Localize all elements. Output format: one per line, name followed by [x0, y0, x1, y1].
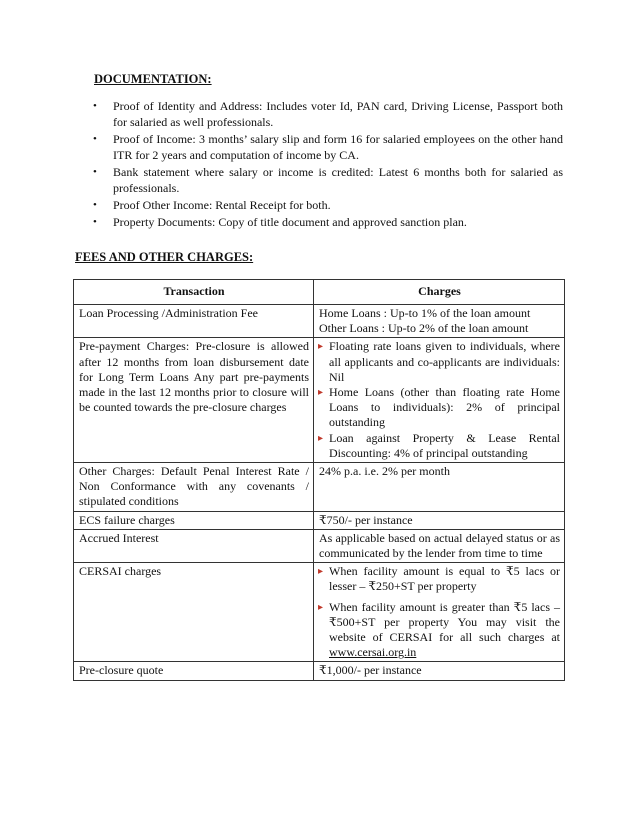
list-item-text: Proof of Identity and Address: Includes voter Id, PAN card, Driving License, Passport both for salaried as well professionals. [113, 99, 563, 129]
charge-line: Home Loans : Up-to 1% of the loan amount [319, 306, 531, 320]
cersai-link[interactable]: www.cersai.org.in [329, 645, 417, 660]
column-header-charges: Charges [314, 280, 565, 305]
charge-bullet: ▸ When facility amount is greater than ₹5 lacs – ₹500+ST per property You may visit the website of CERSAI for all such charges at www.cersai.org.in [318, 599, 560, 660]
bullet-icon: • [93, 216, 97, 228]
charges-cell [314, 305, 565, 338]
charge-bullet: ▸ Home Loans (other than floating rate Home Loans to individuals): 2% of principal outstanding [318, 385, 560, 430]
charge-line: Other Loans : Up-to 2% of the loan amount [319, 321, 529, 336]
table-row [74, 563, 565, 662]
bullet-icon: • [93, 100, 97, 112]
charge-bullet: ▸ When facility amount is equal to ₹5 lacs or lesser – ₹250+ST per property [318, 564, 560, 594]
transaction-cell: Loan Processing /Administration Fee [74, 305, 314, 338]
transaction-cell: Pre-payment Charges: Pre-closure is allowed after 12 months from loan disbursement date for Long Term Loans Any part pre-payments made in the last 12 months prior to closure will be counted towards the pre-closure charges [74, 338, 314, 463]
list-item [93, 98, 563, 130]
documentation-list [93, 98, 563, 231]
fees-table [73, 279, 565, 681]
table-row [74, 529, 565, 562]
charges-cell [314, 563, 565, 662]
table-row [74, 463, 565, 512]
list-item-text: Bank statement where salary or income is credited: Latest 6 months both for salaried as professionals. [113, 165, 563, 195]
fees-heading: FEES AND OTHER CHARGES: [75, 250, 254, 264]
table-row [74, 305, 565, 338]
bullet-icon: • [93, 133, 97, 145]
charges-cell: 24% p.a. i.e. 2% per month [314, 463, 565, 512]
documentation-heading: DOCUMENTATION: [94, 72, 212, 86]
transaction-cell: Pre-closure quote [74, 662, 314, 680]
bullet-icon: • [93, 166, 97, 178]
table-row [74, 662, 565, 680]
charge-bullet: ▸ Floating rate loans given to individuals, where all applicants and co-applicants are individuals: Nil [318, 339, 560, 384]
transaction-cell: Other Charges: Default Penal Interest Rate / Non Conformance with any covenants / stipulated conditions [74, 463, 314, 512]
arrow-bullet-icon: ▸ [318, 432, 324, 444]
bullet-icon: • [93, 199, 97, 211]
list-item [93, 164, 563, 196]
arrow-bullet-icon: ▸ [318, 566, 324, 578]
transaction-cell: ECS failure charges [74, 511, 314, 529]
table-row [74, 338, 565, 463]
arrow-bullet-icon: ▸ [318, 341, 324, 353]
list-item [93, 131, 563, 163]
charges-cell [314, 338, 565, 463]
list-item-text: Proof Other Income: Rental Receipt for both. [113, 198, 331, 212]
arrow-bullet-icon: ▸ [318, 601, 324, 613]
list-item [93, 214, 563, 230]
list-item-text: Property Documents: Copy of title document and approved sanction plan. [113, 215, 467, 229]
list-item-text: Proof of Income: 3 months’ salary slip and form 16 for salaried employees on the other hand ITR for 2 years and computation of income by CA. [113, 132, 563, 162]
charges-cell: As applicable based on actual delayed status or as communicated by the lender from time to time [314, 529, 565, 562]
charges-cell: ₹1,000/- per instance [314, 662, 565, 680]
list-item [93, 197, 563, 213]
arrow-bullet-icon: ▸ [318, 387, 324, 399]
table-row [74, 511, 565, 529]
charge-bullet: ▸ Loan against Property & Lease Rental Discounting: 4% of principal outstanding [318, 430, 560, 460]
transaction-cell: Accrued Interest [74, 529, 314, 562]
charges-cell: ₹750/- per instance [314, 511, 565, 529]
table-header-row [74, 280, 565, 305]
transaction-cell: CERSAI charges [74, 563, 314, 662]
column-header-transaction: Transaction [74, 280, 314, 305]
